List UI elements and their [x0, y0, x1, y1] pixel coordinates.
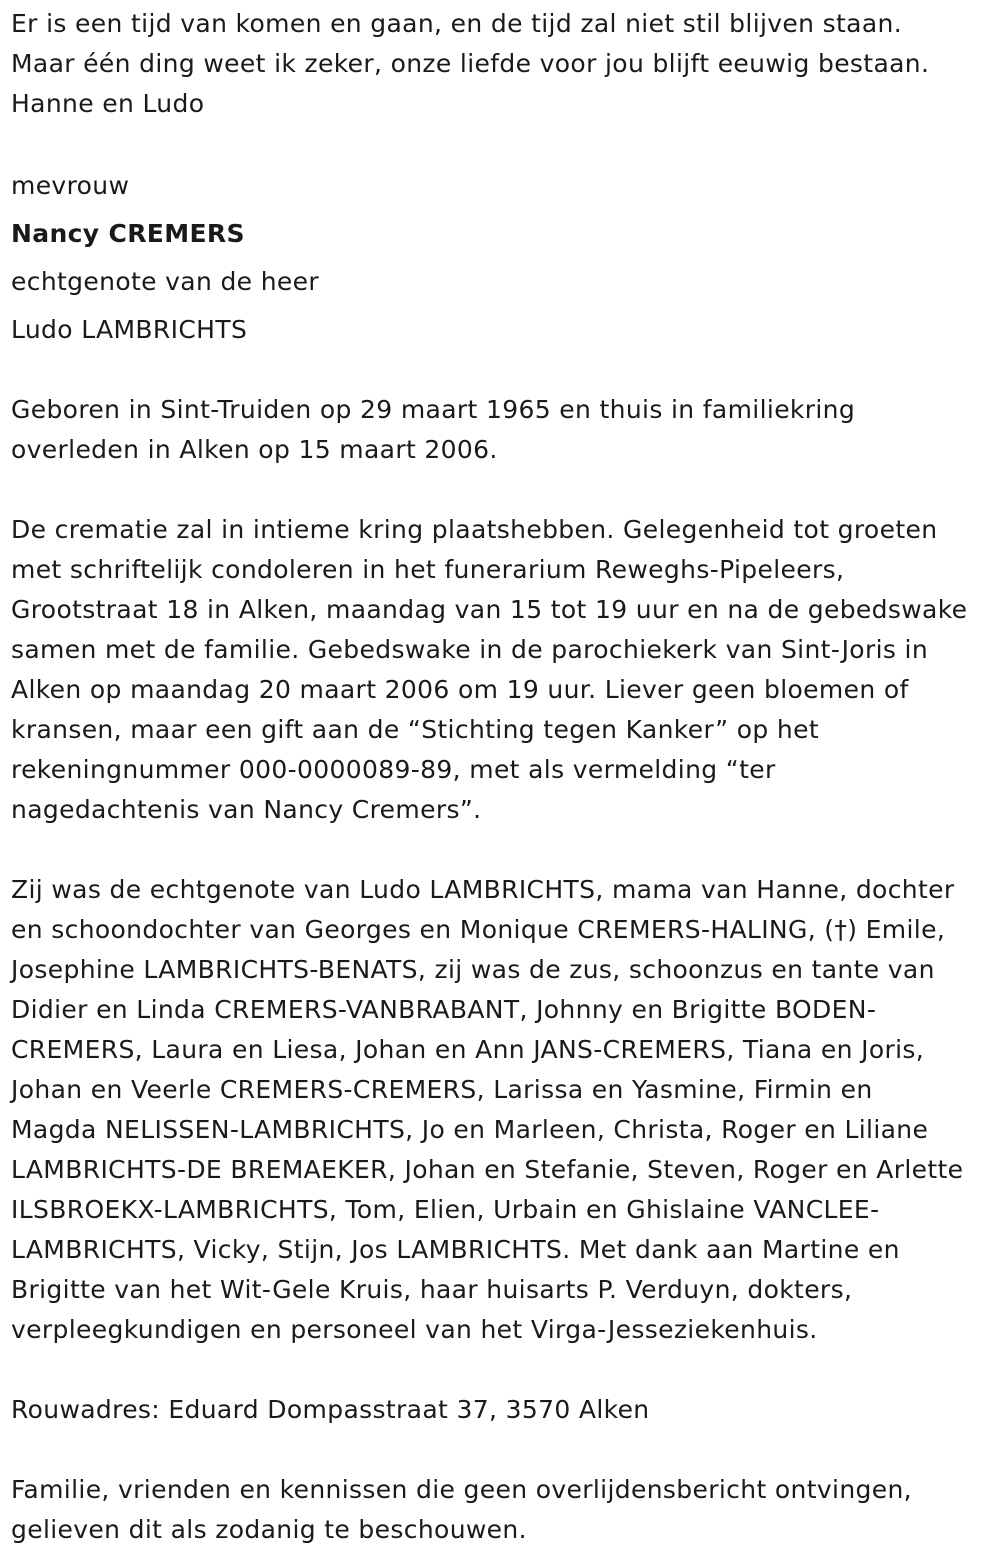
paragraph-line: verpleegkundigen en personeel van het Virga-Jesseziekenhuis.	[11, 1315, 818, 1344]
poem-signature: Hanne en Ludo	[11, 89, 205, 118]
paragraph-line: Brigitte van het Wit-Gele Kruis, haar huisarts P. Verduyn, dokters,	[11, 1275, 853, 1304]
paragraph-line: Josephine LAMBRICHTS-BENATS, zij was de zus, schoonzus en tante van	[11, 955, 935, 984]
poem-line: Er is een tijd van komen en gaan, en de tijd zal niet stil blijven staan.	[11, 9, 903, 38]
paragraph-line: samen met de familie. Gebedswake in de parochiekerk van Sint-Joris in	[11, 635, 929, 664]
spouse-name: Ludo LAMBRICHTS	[11, 315, 248, 344]
paragraph-line: LAMBRICHTS, Vicky, Stijn, Jos LAMBRICHTS. Met dank aan Martine en	[11, 1235, 900, 1264]
deceased-name: Nancy CREMERS	[11, 219, 245, 248]
paragraph-line: Alken op maandag 20 maart 2006 om 19 uur. Liever geen bloemen of	[11, 675, 909, 704]
title-prefix: mevrouw	[11, 171, 130, 200]
paragraph-line: en schoondochter van Georges en Monique CREMERS-HALING, (†) Emile,	[11, 915, 946, 944]
paragraph-line: nagedachtenis van Nancy Cremers”.	[11, 795, 482, 824]
paragraph-line: ILSBROEKX-LAMBRICHTS, Tom, Elien, Urbain en Ghislaine VANCLEE-	[11, 1195, 880, 1224]
memorial-poem	[11, 4, 929, 124]
paragraph-line: Johan en Veerle CREMERS-CREMERS, Larissa en Yasmine, Firmin en	[11, 1075, 873, 1104]
family-paragraph	[11, 870, 963, 1350]
birth-death-paragraph	[11, 390, 855, 470]
paragraph-line: met schriftelijk condoleren in het funerarium Reweghs-Pipeleers,	[11, 555, 845, 584]
paragraph-line: LAMBRICHTS-DE BREMAEKER, Johan en Stefanie, Steven, Roger en Arlette	[11, 1155, 964, 1184]
mourning-address: Rouwadres: Eduard Dompasstraat 37, 3570 Alken	[11, 1395, 650, 1424]
paragraph-line: rekeningnummer 000-0000089-89, met als vermelding “ter	[11, 755, 776, 784]
poem-line: Maar één ding weet ik zeker, onze liefde voor jou blijft eeuwig bestaan.	[11, 49, 930, 78]
paragraph-line: Familie, vrienden en kennissen die geen overlijdensbericht ontvingen,	[11, 1475, 912, 1504]
paragraph-line: overleden in Alken op 15 maart 2006.	[11, 435, 498, 464]
paragraph-line: De crematie zal in intieme kring plaatshebben. Gelegenheid tot groeten	[11, 515, 938, 544]
paragraph-line: gelieven dit als zodanig te beschouwen.	[11, 1515, 527, 1544]
paragraph-line: Geboren in Sint-Truiden op 29 maart 1965 en thuis in familiekring	[11, 395, 856, 424]
paragraph-line: Zij was de echtgenote van Ludo LAMBRICHTS, mama van Hanne, dochter	[11, 875, 955, 904]
paragraph-line: Didier en Linda CREMERS-VANBRABANT, Johnny en Brigitte BODEN-	[11, 995, 877, 1024]
closing-paragraph	[11, 1470, 912, 1550]
paragraph-line: CREMERS, Laura en Liesa, Johan en Ann JANS-CREMERS, Tiana en Joris,	[11, 1035, 925, 1064]
paragraph-line: Grootstraat 18 in Alken, maandag van 15 tot 19 uur en na de gebedswake	[11, 595, 968, 624]
paragraph-line: kransen, maar een gift aan de “Stichting tegen Kanker” op het	[11, 715, 819, 744]
spouse-prefix: echtgenote van de heer	[11, 267, 319, 296]
cremation-paragraph	[11, 510, 967, 830]
paragraph-line: Magda NELISSEN-LAMBRICHTS, Jo en Marleen, Christa, Roger en Liliane	[11, 1115, 929, 1144]
